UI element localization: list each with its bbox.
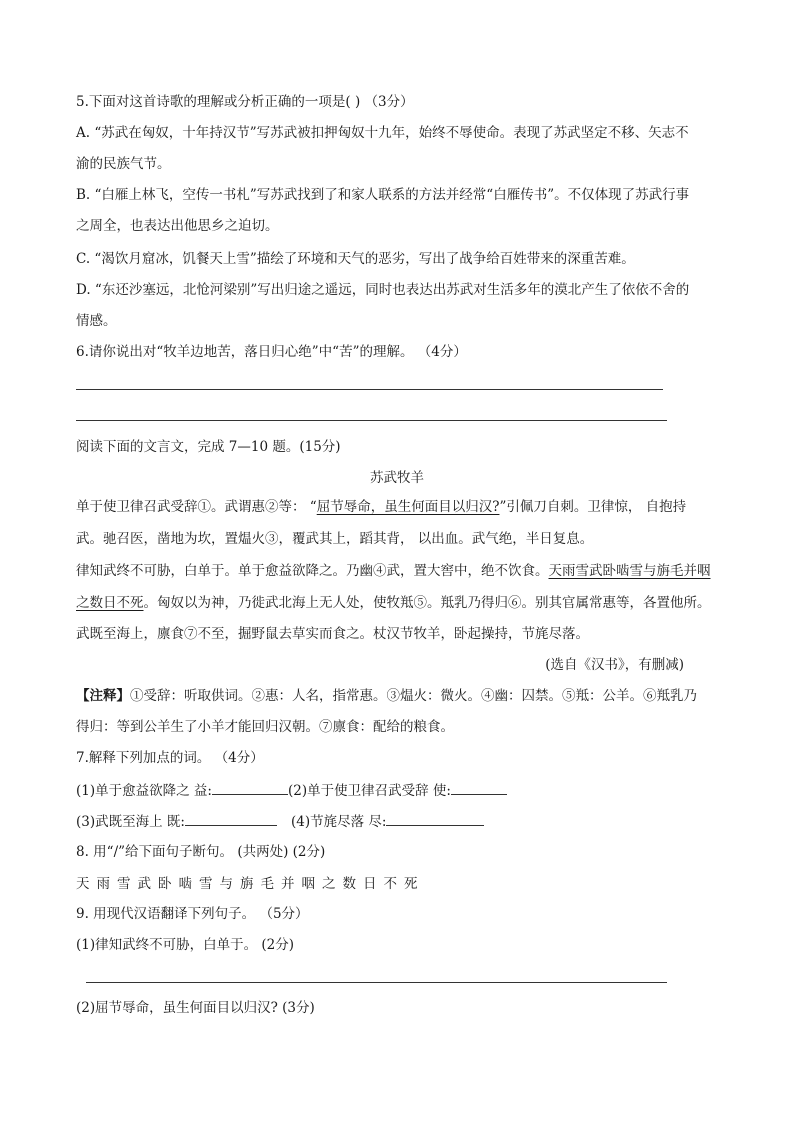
q9-stem: 9. 用现代汉语翻译下列句子。 （5分） (76, 906, 309, 922)
passage-line-1 (76, 497, 686, 517)
q6-stem: 6.请你说出对“牧羊边地苦，落日归心绝”中“苦”的理解。 （4分） (76, 344, 467, 360)
q7-row-1 (76, 780, 507, 801)
q7-item-2: (2)单于使卫律召武受辞 使: (287, 783, 451, 799)
passage-title: 苏武牧羊 (370, 470, 424, 486)
q6-answer-line-1[interactable] (76, 389, 663, 390)
q7-blank-4[interactable] (386, 811, 484, 826)
q5-option-b-line2: 之周全，也表达出他思乡之迫切。 (76, 218, 279, 234)
passage-line-1-b: ”引佩刀自刺。卫律惊， 自抱持 (499, 499, 687, 515)
notes-label: 【注释】 (76, 688, 130, 704)
q7-blank-3[interactable] (185, 811, 277, 826)
q7-item-3: (3)武既至海上 既: (76, 814, 185, 830)
q5-option-b-line1: B. “白雁上林飞，空传一书札”写苏武找到了和家人联系的方法并经常“白雁传书”。不仅体现了苏武行事 (76, 187, 690, 203)
passage-line-3 (76, 561, 711, 581)
underlined-sentence-2a: 天雨雪武卧啮雪与旃毛并咽 (548, 563, 711, 579)
q7-stem: 7.解释下列加点的词。 （4分） (76, 750, 264, 766)
passage-line-2: 武。驰召医，凿地为坎，置煴火③，覆武其上，蹈其背， 以出血。武气绝，半日复息。 (76, 531, 594, 547)
q5-option-a-line2: 渝的民族气节。 (76, 156, 171, 172)
notes-text-1: ①受辞：听取供词。②惠：人名，指常惠。③煴火：微火。④幽：囚禁。⑤羝：公羊。⑥羝乳乃 (130, 688, 697, 704)
passage-line-5: 武既至海上，廪食⑦不至，掘野鼠去草实而食之。杖汉节牧羊，卧起操持，节旄尽落。 (76, 626, 589, 642)
notes-line-2: 得归：等到公羊生了小羊才能回归汉朝。⑦廪食：配给的粮食。 (76, 719, 454, 735)
q5-option-d-line2: 情感。 (76, 313, 117, 329)
q7-item-4: (4)节旄尽落 尽: (290, 814, 387, 830)
passage-line-4-b: 。匈奴以为神，乃徙武北海上无人处，使牧羝⑤。羝乳乃得归⑥。别其官属常惠等，各置他所。 (143, 595, 711, 611)
q5-stem: 5.下面对这首诗歌的理解或分析正确的一项是( ) （3分） (76, 94, 414, 110)
underlined-sentence-2b: 之数日不死 (76, 595, 144, 611)
q9-answer-line-1[interactable] (86, 982, 667, 983)
underlined-sentence-1: 屈节辱命，虽生何面目以归汉? (316, 499, 500, 515)
q9-sentence-1: (1)律知武终不可胁，白单于。 (2分) (76, 937, 295, 953)
passage-line-4 (76, 593, 711, 613)
q5-option-d-line1: D. “东还沙塞远，北怆河梁别”写出归途之遥远，同时也表达出苏武对生活多年的漠北产生了依依不舍的 (76, 282, 690, 298)
q6-answer-line-2[interactable] (76, 420, 667, 421)
q7-item-1: (1)单于愈益欲降之 益: (76, 783, 212, 799)
q5-option-a-line1: A. “苏武在匈奴，十年持汉节”写苏武被扣押匈奴十九年，始终不辱使命。表现了苏武坚定不移、矢志不 (76, 125, 689, 141)
passage-source: (选自《汉书》，有删减) (545, 657, 684, 673)
q7-blank-2[interactable] (451, 780, 507, 795)
q7-row-2 (76, 811, 484, 832)
reading-intro: 阅读下面的文言文，完成 7—10 题。(15分) (76, 439, 341, 455)
passage-line-3-a: 律知武终不可胁，白单于。单于愈益欲降之。乃幽④武，置大窖中，绝不饮食。 (76, 563, 549, 579)
q5-option-c: C. “渴饮月窟冰，饥餐天上雪”描绘了环境和天气的恶劣，写出了战争给百姓带来的深重苦难。 (76, 251, 635, 267)
q8-sentence: 天雨雪武卧啮雪与旃毛并咽之数日不死 (76, 876, 425, 892)
notes-line-1 (76, 686, 697, 706)
q9-sentence-2: (2)屈节辱命，虽生何面目以归汉? (3分) (76, 1000, 315, 1016)
q8-stem: 8. 用“/”给下面句子断句。 (共两处) (2分) (76, 844, 326, 860)
passage-line-1-a: 单于使卫律召武受辞①。武谓惠②等： “ (76, 499, 317, 515)
q7-blank-1[interactable] (212, 780, 288, 795)
